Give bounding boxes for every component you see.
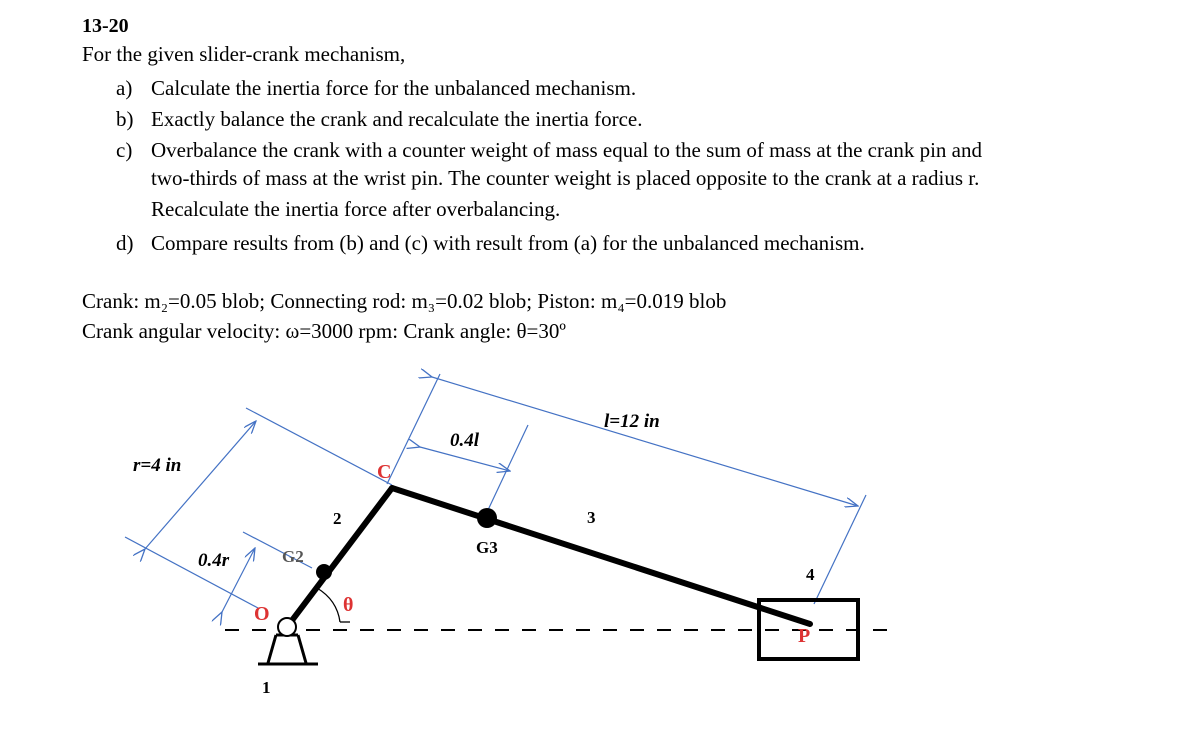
r-frac-label: 0.4r: [198, 550, 230, 571]
l-frac-label: 0.4l: [450, 430, 480, 451]
l-dimension-line: [432, 377, 858, 506]
ground-support: [268, 635, 306, 663]
problem-intro: For the given slider-crank mechanism,: [82, 42, 406, 66]
part-b-text: Exactly balance the crank and recalculate the inertia force.: [151, 107, 643, 131]
part-a-label: a): [116, 76, 133, 100]
crank-pivot-joint: [278, 618, 296, 636]
link-3-label: 3: [587, 508, 596, 527]
r-extension-top: [246, 408, 392, 485]
l-frac-extension: [488, 425, 528, 510]
part-c-label: c): [116, 138, 133, 162]
link-4-label: 4: [806, 565, 815, 584]
r-dimension-line: [145, 421, 256, 549]
part-c-text-line3: Recalculate the inertia force after overbalancing.: [151, 197, 561, 221]
part-d-text: Compare results from (b) and (c) with result from (a) for the unbalanced mechanism.: [151, 231, 865, 255]
point-p-label: P: [798, 625, 811, 647]
link-2-label: 2: [333, 509, 342, 528]
part-c-text-line1: Overbalance the crank with a counter weight of mass equal to the sum of mass at the crank pin and: [151, 138, 982, 162]
connecting-rod-link-3: [392, 488, 810, 624]
part-a-text: Calculate the inertia force for the unbalanced mechanism.: [151, 76, 637, 100]
given-velocity-angle: Crank angular velocity: ω=3000 rpm: Crank angle: θ=30º: [82, 319, 566, 343]
g2-label: G2: [282, 547, 304, 566]
point-o-label: O: [254, 603, 270, 625]
r-extension-bottom: [125, 537, 258, 608]
problem-number: 13-20: [82, 15, 129, 37]
l-extension-left: [387, 374, 440, 484]
link-1-label: 1: [262, 678, 271, 697]
g3-label: G3: [476, 538, 498, 557]
l-extension-right: [814, 495, 866, 604]
g2-mass-center: [316, 564, 332, 580]
part-c-text-line2: two-thirds of mass at the wrist pin. The counter weight is placed opposite to the crank at a radius r.: [151, 166, 980, 190]
r-label: r=4 in: [133, 455, 182, 476]
theta-arc: [317, 588, 340, 622]
given-masses: Crank: m₂=0.05 blob; Connecting rod: m₃=0.02 blob; Piston: m₄=0.019 blob: [82, 289, 727, 313]
l-label: l=12 in: [604, 411, 660, 432]
g3-mass-center: [477, 508, 497, 528]
theta-label: θ: [343, 594, 354, 616]
point-c-label: C: [377, 461, 392, 483]
part-b-label: b): [116, 107, 134, 131]
part-d-label: d): [116, 231, 134, 255]
